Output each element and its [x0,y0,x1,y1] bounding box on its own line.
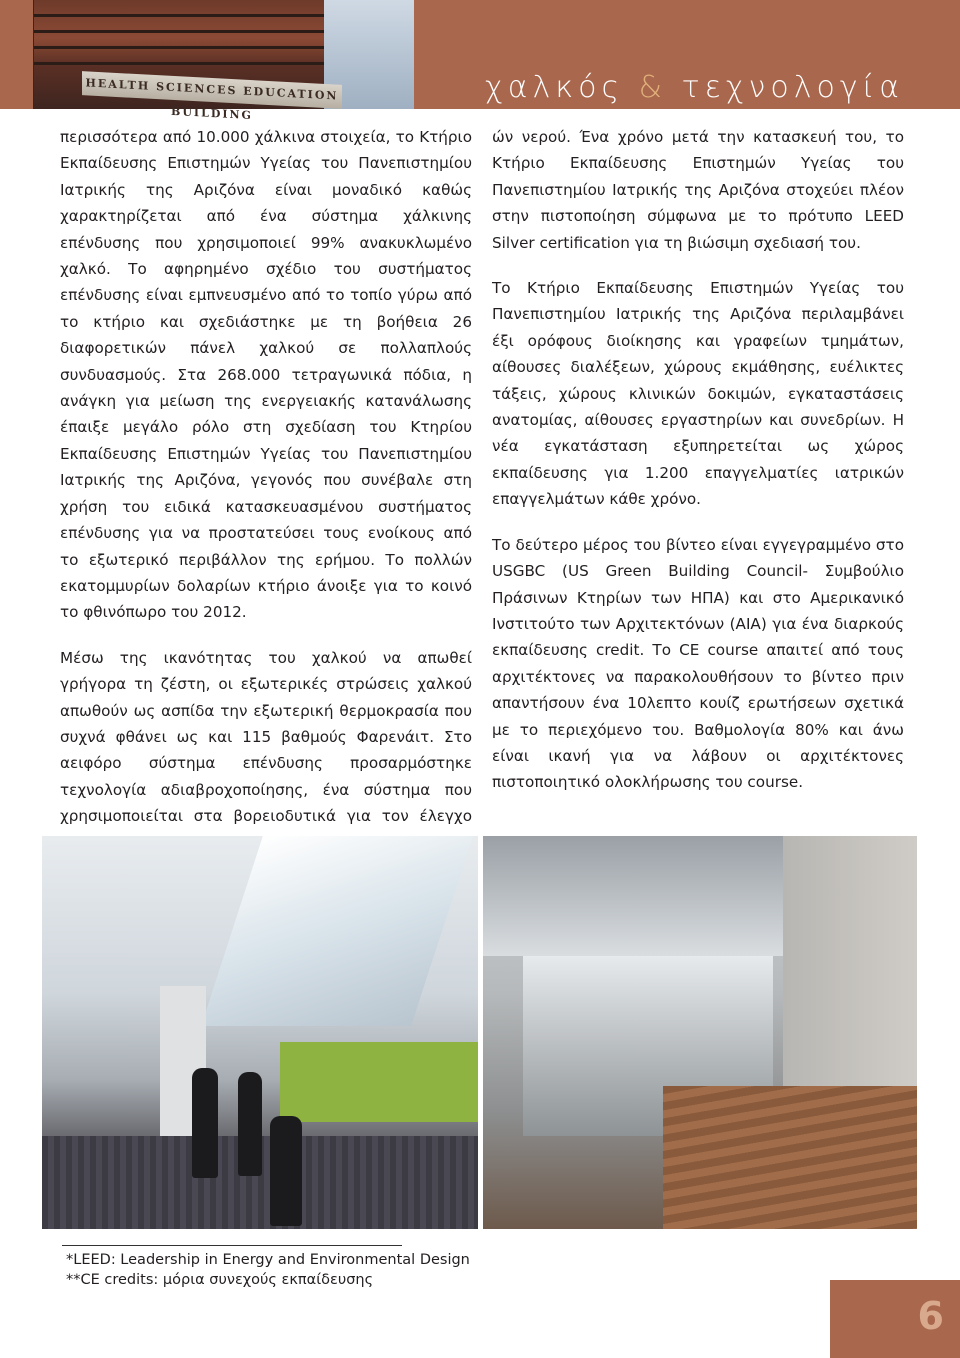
footnote-rule [62,1245,402,1246]
footnote-leed: *LEED: Leadership in Energy and Environmental Design [66,1252,470,1268]
paragraph: Μέσω της ικανότητας του χαλκού να απωθεί γρήγορα τη ζέστη, οι εξωτερικές στρώσεις χαλκού απωθούν ως ασπίδα την εξωτερική θερμοκρασία που συχνά φθάνει ως και 115 βαθμούς Φαρενάιτ. Στο αειφόρο σύστημα επένδυσης προσαρμόστηκε τεχνολογία αδιαβροχοποίησης, ένα σύστημα που χρησιμοποιείται στα βορειοδυτικά για τον έλεγχο [60,648,472,826]
right-text-column [492,124,904,815]
interior-atrium-photo [483,836,917,1229]
paragraph: περισσότερα από 10.000 χάλκινα στοιχεία, το Κτήριο Εκπαίδευσης Επιστημών Υγείας του Πανεπιστημίου Ιατρικής της Αριζόνα είναι μοναδικό καθώς χαρακτηρίζεται από ένα σύστημα χάλκινης επένδυσης που χρησιμοποιεί 99% ανακυκλωμένο χαλκό. Το αφηρημένο σχέδιο του συστήματος επένδυσης είναι εμπνευσμένο από το τοπίο γύρω από το κτήριο και σχεδιάστηκε με τη βοήθεια 26 διαφορετικών πάνελ χαλκού σε πολλαπλούς συνδυασμούς. Στα 268.000 τετραγωνικά πόδια, η ανάγκη για μείωση της ενεργειακής κατανάλωσης έπαιξε μεγάλο ρόλο στη σχεδίαση του Κτηρίου Εκπαίδευσης Επιστημών Υγείας του Πανεπιστημίου Ιατρικής της Αριζόνα, γεγονός που συνέβαλε στη χρήση του ειδικά κατασκευασμένου συστήματος επένδυσης για να προστατεύσει τους ενοίκους από το εξωτερικό περιβάλλον της ερήμου. Το πολλών εκατομμυρίων δολαρίων κτήριο άνοιξε για το κοινό το φθινόπωρο του 2012. [60,128,472,622]
interior-lounge-photo [42,836,478,1229]
page-number: 6 [917,1294,944,1338]
title-ampersand: & [638,70,668,105]
building-exterior-photo [34,0,414,123]
paragraph: Το Κτήριο Εκπαίδευσης Επιστημών Υγείας του Πανεπιστημίου Ιατρικής της Αριζόνα περιλαμβάνει έξι ορόφους διοίκησης και γραφείων τμημάτων, αίθουσες διαλέξεων, χώρους εκμάθησης, ευέλικτες τάξεις, χώρους κλινικών δοκιμών, εγκαταστάσεις ανατομίας, αίθουσες εργαστηρίων και συνεδρίων. Η νέα εγκατάσταση εξυπηρετείται ως χώρος εκπαίδευσης για 1.200 επαγγελματίες ιατρικών επαγγελμάτων κάθε χρόνο. [492,279,904,509]
paragraph: ών νερού. Ένα χρόνο μετά την κατασκευή του, το Κτήριο Εκπαίδευσης Επιστημών Υγείας του Πανεπιστημίου Ιατρικής της Αριζόνα στοχεύει πλέον στην πιστοποίηση σύμφωνα με το πρότυπο LEED Silver certification για τη βιώσιμη σχεδιασή του. [492,128,904,252]
paragraph: Το δεύτερο μέρος του βίντεο είναι εγγεγραμμένο στο USGBC (US Green Building Council- Συμβούλιο Πράσινων Κτηρίων των ΗΠΑ) και στο Αμερικανικό Ινστιτούτο των Αρχιτεκτόνων (AIA) για ένα διαρκούς εκπαίδευσης credit. Το CE course απαιτεί από τους αρχιτέκτονες να παρακολουθήσουν το βίντεο πριν απαντήσουν ένα 10λεπτο κουίζ ερωτήσεων σχετικά με το περιεχόμενο του. Βαθμολογία 80% και άνω είναι ικανή για να λάβουν οι αρχιτέκτονες πιστοποιητικό ολοκλήρωσης του course. [492,535,904,792]
left-text-column [60,124,472,875]
building-sign: HEALTH SCIENCES EDUCATION BUILDING [82,71,342,109]
footnote-ce: **CE credits: μόρια συνεχούς εκπαίδευσης [66,1272,374,1288]
title-word-copper: χαλκός [485,70,625,105]
title-word-technology: τεχνολογία [681,70,904,105]
section-title [485,70,904,105]
